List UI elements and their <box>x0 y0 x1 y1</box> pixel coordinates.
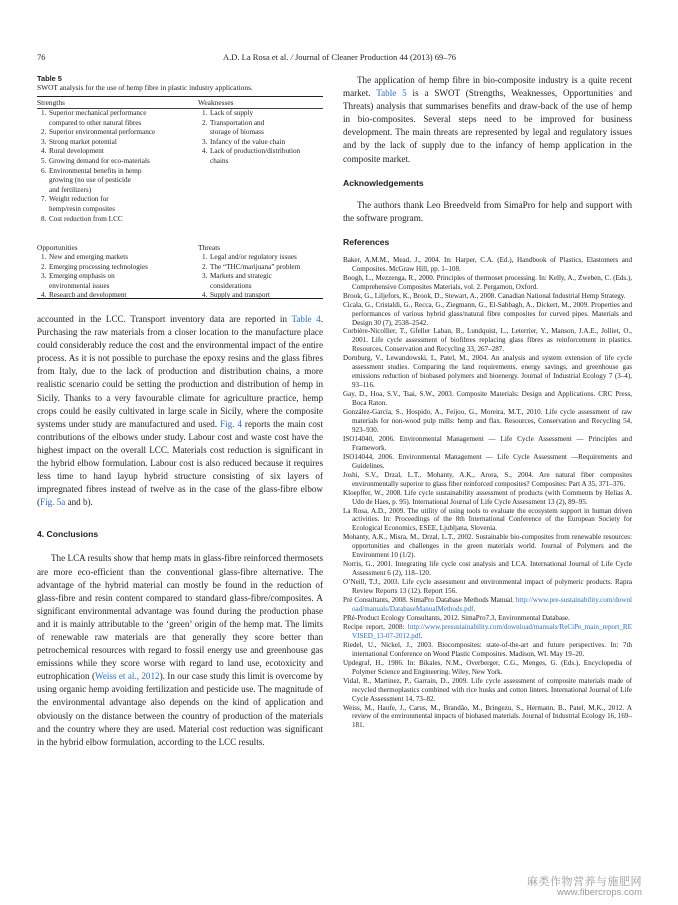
swot-item: 3. Infancy of the value chain <box>202 137 286 146</box>
opportunities-list <box>37 253 197 301</box>
threats-header: Threats <box>198 243 221 252</box>
weiss-citation-link[interactable]: Weiss et al., 2012 <box>94 671 160 682</box>
conclusions-paragraph <box>37 552 323 748</box>
acknowledgements-text: The authors thank Leo Breedveld from SimaPro for help and support with the software program. <box>343 199 632 223</box>
reference-item: Corbière-Nicollier, T., Gfeller Laban, B., Lundquist, L., Leterrier, Y., Manson, J.A.E., Jolliet, O., 2001. Life cycle assessment of biofibres replacing glass fibres as reinforcement in plastics. Resources, Conservation and Recycling 33, 267–287. <box>343 327 632 354</box>
swot-item: 5. Growing demand for eco-materials <box>41 156 150 165</box>
swot-table <box>37 96 323 299</box>
swot-item: 2. Superior environmental performance <box>41 128 156 137</box>
conclusions-text-1: The LCA results show that hemp mats in glass-fibre reinforced thermosets are more eco-efficient than the conventional glass-fibre alternative. The advantage of the hybrid material can mostly be found in the reduction of glass-fibre and resin content compared to standard glass-fibre/composites. A significant environmental advantage was found during the production phase and it is mainly attributable to the ‘green’ origin of the hemp mat. The limits of renewable raw materials are that generally they score better than petrochemical resources with regard to fossil energy use and greenhouse gas emissions while they score worse with regard to land use, ecotoxicity and eutrophication ( <box>37 553 323 682</box>
watermark-url: www.fibercrops.com <box>557 887 642 898</box>
conclusions-heading: 4. Conclusions <box>37 529 99 540</box>
reference-item: Baker, A.M.M., Mead, J., 2004. In: Harper, C.A. (Ed.), Handbook of Plastics, Elastomers and Composites. McGraw Hill, pp. 1–108. <box>343 255 632 273</box>
swot-item-number: 1. <box>202 253 208 261</box>
swot-item-number: 2. <box>202 262 208 271</box>
reference-item: Norris, G., 2001. Integrating life cycle cost analysis and LCA. International Journal of Life Cycle Assessment 6 (2), 118–120. <box>343 560 632 578</box>
running-title: A.D. La Rosa et al. / Journal of Cleaner Production 44 (2013) 69–76 <box>222 52 456 62</box>
table-caption <box>37 74 323 92</box>
lcc-text-2: . Purchasing the raw materials from a closer location to the manufacture place could considerably reduce the cost and the environmental impact of the entire process. As it is not possible to purchase the epoxy resins and the glass fibres from Italy, due to the lack of production and distribution chains, a more realistic scenario could be setting the production and distribution of hemp in Sicily. Thanks to a very favourable climate for agriculture practice, hemp crops could be easily cultivated in large scale in Sicily, where the composite systems under study are manufactured and used. <box>37 314 323 429</box>
swot-item-number: 7. <box>41 195 47 204</box>
swot-item-number: 4. <box>41 291 47 300</box>
swot-item-number: 6. <box>41 166 47 175</box>
weaknesses-header: Weaknesses <box>198 98 234 107</box>
weaknesses-list <box>198 109 323 167</box>
reference-item: ISO14040, 2006. Environmental Management — Life Cycle Assessment — Principles and Framework. <box>343 434 632 452</box>
strengths-list <box>37 109 197 224</box>
reference-item: Vidal, R., Martinez, P., Garrain, D., 2009. Life cycle assessment of composite materials made of recycled thermoplastics combined with rice husks and cotton linters. International Journal of Life Cycle Assessment 14, 73–82. <box>343 676 632 703</box>
reference-item: O’Neill, T.J., 2003. Life cycle assessment and environmental impact of polymeric products. Rapra Review Reports 13 (12). Report 156. <box>343 578 632 596</box>
reference-item: Boogh, L., Mezzenga, R., 2000. Principles of thermoset processing. In: Kelly, A., Zweben, C. (Eds.), Comprehensive Composites Materials, vol. 2. Pergamon, Oxford. <box>343 273 632 291</box>
reference-item: PRé-Product Ecology Consultants, 2012. SimaPro7.3, Environmental Database. <box>343 613 570 622</box>
swot-item: 8. Cost reduction from LCC <box>41 214 123 223</box>
table4-link[interactable]: Table 4 <box>291 314 321 324</box>
swot-item-number: 2. <box>202 118 208 127</box>
header-journal: Journal of Cleaner Production 44 (2013) 69–76 <box>295 52 456 62</box>
swot-item-number: 3. <box>41 272 47 281</box>
swot-item: 4. Rural development <box>41 147 104 156</box>
reference-url-link[interactable]: http://www.presustainability.com/download/manuals/ReCiPe_main_report_REVISED_13-07-2012.pdf <box>352 622 632 640</box>
reference-item: Weiss, M., Haufe, J., Carus, M., Brandão, M., Bringezu, S., Hermann, B., Patel, M.K., 2012. A review of the environmental impacts of biobased materials. Journal of Industrial Ecology 16, 169–181. <box>343 703 632 730</box>
swot-item-number: 3. <box>202 272 208 281</box>
swot-item-number: 3. <box>202 137 208 146</box>
left-column <box>37 74 323 749</box>
lcc-text-4: and b). <box>65 497 93 508</box>
reference-item: Kloepffer, W., 2008. Life cycle sustainability assessment of products (with Comments by Helias A. Udo de Haes, p. 95). International Journal of Life Cycle Assessment 13 (2), 89–95. <box>343 488 632 506</box>
reference-item: ISO14044, 2006. Environmental Management — Life Cycle Assessment —Requirements and Guidelines. <box>343 452 632 470</box>
swot-text-1: The application of hemp fibre in bio-composite industry is a quite recent market. <box>343 75 632 99</box>
swot-item: 3. Strong market potential <box>41 137 117 146</box>
swot-item: 1. Lack of supply <box>202 109 254 117</box>
swot-item-number: 4. <box>202 291 208 300</box>
references-heading: References <box>343 236 390 247</box>
swot-item-number: 1. <box>41 253 47 261</box>
acknowledgements-heading: Acknowledgements <box>343 177 424 188</box>
swot-paragraph <box>343 74 632 166</box>
swot-item: 2. Transportation and storage of biomass <box>202 118 265 137</box>
swot-item-number: 4. <box>41 147 47 156</box>
lcc-text-3: reports the main cost contributions of the elbows under study. Labour cost and waste cost have the highest impact on the overall LCC. Materials cost reduction is significant in the hybrid elbow formulation. Labour cost is also reduced because it requires less time to hand layup hybrid structure consisting of six layers of impregnated fibres instead of twelve as in the case of the glass-fibre elbow ( <box>37 418 323 508</box>
swot-item: 1. Superior mechanical performance compared to other natural fibres <box>41 109 147 127</box>
swot-item: 4. Research and development <box>41 291 127 300</box>
reference-item: Riedel, U., Nickel, J., 2003. Biocomposites: state-of-the-art and future perspectives. In: 7th international Conference on Wood Plastic Composites. Madison, WI. May 19–20. <box>343 640 632 658</box>
threats-list <box>198 253 323 301</box>
swot-item: 2. Emerging processing technologies <box>41 262 148 271</box>
reference-item: González-García, S., Hospido, A., Feijoo, G., Moreira, M.T., 2010. Life cycle assessment of raw materials for non-wood pulp mills: hemp and flax. Resources, Conservation and Recycling 54, 923–930. <box>343 408 632 434</box>
swot-item: 2. The “THC/marijuana” problem <box>202 262 301 271</box>
swot-item: 3. Markets and strategic considerations <box>202 272 272 290</box>
swot-item-number: 4. <box>202 147 208 156</box>
running-header <box>37 52 642 66</box>
right-column <box>343 74 632 730</box>
swot-item-number: 3. <box>41 137 47 146</box>
reference-url-link[interactable]: http://www.pre-sustainability.com/download/manuals/DatabaseManualMethods.pdf <box>352 596 632 614</box>
swot-item: 3. Emerging emphasis on environmental issues <box>41 272 115 290</box>
reference-item: La Rosa, A.D., 2009. The utility of using tools to evaluate the ecosystem support in human driven activities. In: Proceedings of the 8th International Conference of the European Society for Ecological Economics, ESEE, Ljubljana, Slovenia. <box>343 506 632 533</box>
page-number: 76 <box>37 52 46 62</box>
table5-link[interactable]: Table 5 <box>376 88 407 99</box>
reference-item: Updegraf, H., 1986. In: Bikales, N.M., Overberger, C.G., Menges, G. (Eds.), Encyclopedia of Polymer Science and Engineering. Wiley, New York. <box>343 658 632 676</box>
swot-item-number: 1. <box>41 109 47 117</box>
swot-text-2: is a SWOT (Strengths, Weaknesses, Opportunities and Threats) analysis that summarises benefits and draw-back of the use of hemp in bio-composites. Several steps need to be improved for business development. The main threats are represented by legal and regulatory issues and by the lack of supply due to the infancy of hemp application in the composite market. <box>343 88 632 164</box>
fig4-link[interactable]: Fig. 4 <box>220 418 242 429</box>
swot-item-number: 2. <box>41 262 47 271</box>
reference-list <box>343 256 632 731</box>
header-authors: A.D. La Rosa et al. <box>222 52 289 62</box>
reference-item: Cicala, G., Cristaldi, G., Recca, G., Ziegmann, G., El-Sabbagh, A., Dickert, M., 2009. Properties and performances of various hybrid glass/natural fibre composites for curved pipes. Materials and Design 30 (7), 2538–2542. <box>343 300 632 327</box>
reference-item: Joshi, S.V., Drzal, L.T., Mohanty, A.K., Arora, S., 2004. Are natural fiber composites environmentally superior to glass fiber reinforced composites? Composites: Part A 35, 371–376. <box>343 470 632 488</box>
reference-item: Recipe report, 2008: http://www.presustainability.com/download/manuals/ReCiPe_main_report_REVISED_13-07-2012.pdf. <box>343 622 632 640</box>
reference-item: Brook, G., Liljefors, K., Brook, D., Stewart, A., 2008. Canadian National Industrial Hemp Strategy. <box>343 291 626 300</box>
fig5a-link[interactable]: Fig. 5a <box>40 497 66 508</box>
reference-item: Gay, D., Hoa, S.V., Tsai, S.W., 2003. Composite Materials: Design and Applications. CRC Press, Boca Raton. <box>343 390 632 408</box>
conclusions-text-2: ). In our case study this limit is overcome by using organic hemp avoiding fertilization and pesticide use. The magnitude of the environmental advantage also depends on the kind of application and obviously on the distance between the country of production of the materials and the country where they are used. Material cost reduction was significant in the hybrid elbow formulation, according to the LCC results. <box>37 671 323 747</box>
reference-item: Mohanty, A.K., Misra, M., Drzal, L.T., 2002. Sustainable bio-composites from renewable resources: opportunities and challenges in the green materials world. Journal of Polymers and the Environment 10 (1/2). <box>343 533 632 560</box>
swot-item-number: 8. <box>41 214 47 223</box>
table-label: Table 5 <box>37 74 62 83</box>
swot-item-number: 1. <box>202 109 208 117</box>
swot-item: 6. Environmental benefits in hemp growing (no use of pesticide and fertilizers) <box>41 166 142 194</box>
swot-item: 7. Weight reduction for hemp/resin composites <box>41 195 116 213</box>
opportunities-header: Opportunities <box>37 243 78 252</box>
swot-item: 1. Legal and/or regulatory issues <box>202 253 297 261</box>
strengths-header: Strengths <box>37 98 65 107</box>
reference-item: Dornburg, V., Lewandowski, I., Patel, M., 2004. An analysis and system extension of life cycle assessment studies. Comparing the land requirements, energy savings, and greenhouse gas emissions reduction of biobased polymers and bioenergy. Journal of Industrial Ecology 7 (3–4), 93–116. <box>343 354 632 390</box>
swot-item: 4. Supply and transport <box>202 291 270 300</box>
swot-item: 1. New and emerging markets <box>41 253 129 261</box>
lcc-text-1: accounted in the LCC. Transport inventory data are reported in <box>37 314 292 324</box>
acknowledgements-paragraph <box>343 199 632 225</box>
table-caption-text: SWOT analysis for the use of hemp fibre in plastic industry applications. <box>37 83 253 92</box>
watermark-text: 麻类作物营养与施肥网 <box>527 876 642 888</box>
reference-item: Pré Consultants, 2008. SimaPro Database Methods Manual. http://www.pre-sustainability.com/download/manuals/DatabaseManualMethods.pdf. <box>343 596 632 614</box>
swot-item: 4. Lack of production/distribution chains <box>202 147 301 165</box>
lcc-paragraph <box>37 313 323 509</box>
swot-item-number: 2. <box>41 128 47 137</box>
swot-item-number: 5. <box>41 156 47 165</box>
